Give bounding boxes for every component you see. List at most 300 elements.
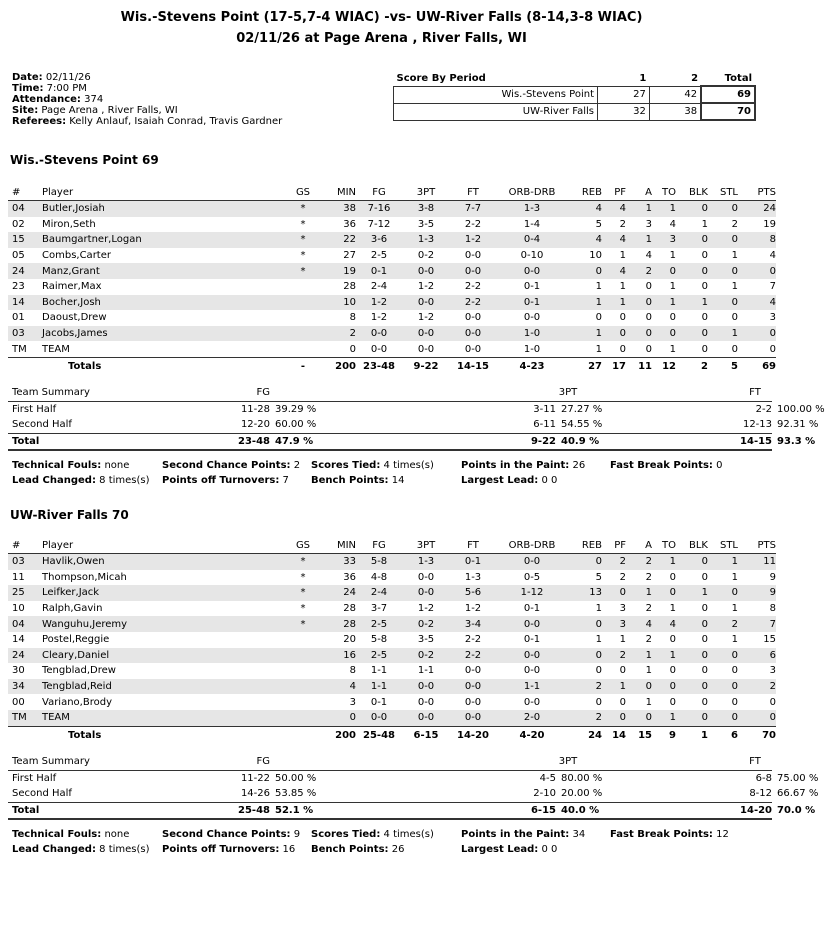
cell-pts: 9 [738, 585, 776, 601]
sbp-period-2: 2 [691, 73, 699, 85]
cell-to: 0 [669, 634, 676, 646]
note-value: 9 [293, 829, 301, 840]
cell-3pt: 0-0 [402, 585, 450, 601]
cell-ft: 1-2 [450, 232, 496, 248]
summary-pct: 47.9 % [270, 433, 362, 450]
note-pip [461, 460, 585, 471]
cell-blk: 0 [701, 665, 708, 677]
cell-to: 3 [652, 232, 676, 248]
cell-a: 2 [645, 571, 652, 583]
cell-to: 1 [652, 201, 676, 217]
cell-pf: 1 [619, 250, 626, 262]
table-row [8, 217, 776, 233]
cell-gs [288, 295, 318, 311]
summary-made-att: 3-11 [533, 403, 556, 415]
cell-orb-drb: 1-0 [496, 326, 568, 342]
sbp-team: UW-River Falls [394, 103, 598, 120]
cell-fg: 7-16 [356, 201, 402, 217]
note-value: 0 [716, 460, 723, 471]
cell-jersey: TM [8, 710, 42, 726]
cell-a: 0 [626, 295, 652, 311]
cell-a: 0 [626, 679, 652, 695]
cell-reb: 4 [568, 201, 602, 217]
cell-player: TEAM [42, 710, 288, 726]
cell-to: 0 [669, 696, 676, 708]
cell-reb: 2 [568, 679, 602, 695]
summary-pct: 60.00 % [275, 419, 317, 431]
cell-orb-drb: 2-0 [496, 710, 568, 726]
cell-pf: 3 [619, 603, 626, 615]
cell-a: 0 [645, 281, 652, 293]
table-row [8, 616, 776, 632]
total-pts: 69 [738, 357, 776, 375]
total-fg: 25-48 [356, 726, 402, 744]
summary-fg-header: FG [236, 754, 270, 770]
cell-fg: 1-2 [370, 312, 388, 324]
score-by-period [393, 72, 756, 121]
cell-reb: 5 [595, 571, 602, 583]
note-label: Points in the Paint: [461, 829, 570, 840]
cell-3pt: 0-0 [402, 710, 450, 726]
cell-blk: 0 [701, 571, 708, 583]
cell-pts: 7 [738, 616, 776, 632]
cell-blk: 0 [676, 201, 708, 217]
total-player: Totals [42, 357, 288, 375]
cell-pf: 4 [602, 232, 626, 248]
note-value: 26 [572, 460, 586, 471]
cell-ft: 0-0 [464, 312, 482, 324]
cell-jersey: TM [12, 343, 27, 355]
cell-a: 3 [645, 218, 652, 230]
cell-3pt: 1-2 [417, 603, 435, 615]
cell-pts: 19 [763, 218, 776, 230]
cell-fg: 0-0 [356, 710, 402, 726]
cell-a: 0 [626, 326, 652, 342]
summary-pct: 53.85 % [275, 788, 317, 800]
note-fbp [610, 829, 729, 840]
cell-ft: 0-0 [450, 263, 496, 279]
col-header-to: TO [652, 538, 676, 554]
note-tech [12, 460, 129, 471]
total-orb-drb: 4-23 [496, 357, 568, 375]
cell-gs: * [300, 571, 306, 583]
note-label: Second Chance Points: [162, 829, 291, 840]
cell-pts: 0 [738, 326, 776, 342]
sbp-score: 38 [649, 103, 701, 120]
table-row [8, 554, 776, 570]
total-stl: 6 [708, 726, 738, 744]
cell-blk: 0 [676, 326, 708, 342]
cell-blk: 0 [701, 634, 708, 646]
col-header-pf: PF [602, 185, 626, 201]
total-pf: 17 [602, 357, 626, 375]
cell-reb: 1 [568, 326, 602, 342]
cell-jersey: 04 [8, 201, 42, 217]
table-row [8, 632, 776, 648]
cell-min: 8 [349, 665, 356, 677]
info-time: Time: 7:00 PM [12, 83, 87, 94]
cell-orb-drb: 0-0 [523, 665, 541, 677]
cell-pts: 8 [769, 603, 776, 615]
cell-pts: 4 [769, 250, 776, 262]
cell-player: Tengblad,Reid [42, 679, 288, 695]
col-header-to: TO [652, 185, 676, 201]
note-pip [461, 829, 585, 840]
table-header [8, 185, 776, 201]
sbp-team: Wis.-Stevens Point [394, 86, 598, 103]
cell-3pt: 0-2 [402, 648, 450, 664]
cell-3pt: 1-3 [402, 232, 450, 248]
cell-reb: 0 [595, 665, 602, 677]
cell-fg: 2-4 [356, 585, 402, 601]
summary-header [8, 754, 772, 770]
cell-3pt: 1-3 [402, 554, 450, 570]
cell-gs: * [300, 250, 306, 262]
info-referees: Referees: Kelly Anlauf, Isaiah Conrad, Travis Gardner [12, 116, 283, 127]
cell-player: Thompson,Micah [42, 571, 127, 583]
cell-fg: 2-5 [356, 648, 402, 664]
cell-min: 24 [318, 585, 356, 601]
cell-reb: 1 [595, 634, 602, 646]
summary-row: First Half 11-28 39.29 % 3-11 27.27 % 2-2 100.00 % [8, 401, 772, 417]
cell-reb: 1 [595, 603, 602, 615]
table-row [8, 201, 776, 217]
cell-min: 19 [318, 263, 356, 279]
cell-gs [288, 663, 318, 679]
cell-pf: 0 [619, 665, 626, 677]
cell-3pt: 0-0 [417, 696, 435, 708]
cell-fg: 0-1 [370, 696, 388, 708]
cell-ft: 0-0 [464, 250, 482, 262]
cell-player: Havlik,Owen [42, 554, 288, 570]
cell-player: Cleary,Daniel [42, 648, 288, 664]
cell-pf: 0 [602, 326, 626, 342]
sbp-period-1: 1 [639, 73, 647, 85]
cell-pts: 3 [769, 312, 776, 324]
note-tech [12, 829, 129, 840]
cell-min: 2 [318, 326, 356, 342]
cell-stl: 1 [708, 326, 738, 342]
cell-pts: 7 [769, 281, 776, 293]
cell-a: 1 [645, 665, 652, 677]
cell-fg: 5-8 [370, 634, 388, 646]
cell-3pt: 0-0 [417, 571, 435, 583]
col-header-orb-drb: ORB-DRB [496, 538, 568, 554]
cell-fg: 1-1 [370, 665, 388, 677]
cell-a: 1 [626, 201, 652, 217]
cell-orb-drb: 0-0 [523, 696, 541, 708]
cell-min: 4 [318, 679, 356, 695]
cell-orb-drb: 0-0 [523, 312, 541, 324]
summary-made-att: 12-20 [240, 419, 270, 431]
col-header-a: A [626, 538, 652, 554]
cell-gs: * [288, 616, 318, 632]
col-header-reb: REB [568, 538, 602, 554]
cell-orb-drb: 0-0 [496, 554, 568, 570]
cell-a: 2 [645, 603, 652, 615]
cell-gs [288, 326, 318, 342]
col-header-ft: FT [450, 185, 496, 201]
summary-made-att: 14-20 [738, 802, 772, 819]
cell-3pt: 0-0 [402, 679, 450, 695]
cell-ft: 1-3 [464, 571, 482, 583]
cell-blk: 1 [701, 218, 708, 230]
total-a: 15 [626, 726, 652, 744]
cell-player: Raimer,Max [42, 281, 102, 293]
cell-min: 3 [349, 696, 356, 708]
note-bench [311, 844, 404, 855]
cell-jersey: 00 [12, 696, 25, 708]
summary-made-att: 12-13 [742, 419, 773, 431]
cell-pts: 8 [738, 232, 776, 248]
note-label: Lead Changed: [12, 844, 96, 855]
col-header-stl: STL [708, 185, 738, 201]
cell-fg: 3-7 [370, 603, 388, 615]
cell-stl: 0 [731, 665, 738, 677]
note-label: Fast Break Points: [610, 829, 713, 840]
table-row [8, 663, 776, 679]
col-header-reb: REB [568, 185, 602, 201]
total-ft: 14-20 [450, 726, 496, 744]
cell-ft: 0-0 [464, 696, 482, 708]
cell-gs: * [288, 201, 318, 217]
cell-gs [288, 679, 318, 695]
cell-gs [288, 341, 318, 357]
cell-gs: * [288, 554, 318, 570]
total-min: 200 [318, 357, 356, 375]
total-3pt: 9-22 [402, 357, 450, 375]
cell-to: 1 [669, 603, 676, 615]
note-label: Lead Changed: [12, 475, 96, 486]
cell-ft: 0-0 [450, 679, 496, 695]
cell-ft: 3-4 [450, 616, 496, 632]
note-label: Technical Fouls: [12, 829, 102, 840]
sbp-score-total: 69 [701, 86, 755, 103]
cell-blk: 0 [676, 263, 708, 279]
info-attendance: Attendance: 374 [12, 94, 104, 105]
cell-gs [288, 279, 318, 295]
table-row [8, 248, 776, 264]
total-jersey [8, 357, 42, 375]
game-title: Wis.-Stevens Point (17-5,7-4 WIAC) -vs- UW-River Falls (8-14,3-8 WIAC) [120, 10, 643, 25]
cell-pf: 0 [602, 585, 626, 601]
cell-blk: 0 [701, 696, 708, 708]
cell-fg: 0-0 [370, 343, 388, 355]
note-value: 4 times(s) [383, 460, 434, 471]
summary-made-att: 11-22 [240, 772, 270, 784]
table-header [8, 538, 776, 554]
cell-gs [288, 648, 318, 664]
cell-reb: 0 [568, 554, 602, 570]
total-a: 11 [626, 357, 652, 375]
note-bench [311, 475, 404, 486]
cell-stl: 0 [708, 679, 738, 695]
cell-player: Butler,Josiah [42, 201, 288, 217]
cell-player: Miron,Seth [42, 218, 96, 230]
note-scp [162, 829, 300, 840]
summary-made-att: 25-48 [236, 802, 270, 819]
cell-jersey: 14 [8, 295, 42, 311]
cell-3pt: 0-0 [402, 295, 450, 311]
note-label: Points off Turnovers: [162, 475, 280, 486]
cell-min: 36 [343, 218, 356, 230]
note-lead [12, 475, 150, 486]
summary-pct: 40.9 % [556, 433, 614, 450]
cell-orb-drb: 0-1 [523, 281, 541, 293]
cell-to: 1 [669, 281, 676, 293]
cell-pts: 3 [769, 665, 776, 677]
summary-pct: 39.29 % [275, 403, 317, 415]
cell-to: 1 [652, 648, 676, 664]
cell-min: 8 [349, 312, 356, 324]
col-header-player: Player [42, 538, 288, 554]
cell-jersey: 24 [8, 648, 42, 664]
cell-pf: 0 [619, 343, 626, 355]
cell-a: 2 [645, 634, 652, 646]
cell-min: 38 [318, 201, 356, 217]
cell-reb: 4 [568, 232, 602, 248]
cell-blk: 0 [701, 312, 708, 324]
cell-orb-drb: 0-5 [523, 571, 541, 583]
cell-jersey: 25 [8, 585, 42, 601]
summary-row-label: First Half [12, 772, 57, 784]
summary-ft-header: FT [738, 754, 772, 770]
cell-fg: 5-8 [356, 554, 402, 570]
col-header-pf: PF [602, 538, 626, 554]
note-value: 8 times(s) [99, 844, 150, 855]
cell-orb-drb: 0-1 [496, 295, 568, 311]
cell-pts: 9 [769, 571, 776, 583]
sbp-score: 27 [598, 86, 650, 103]
cell-min: 20 [343, 634, 356, 646]
summary-made-att: 6-15 [522, 802, 556, 819]
cell-3pt: 3-8 [402, 201, 450, 217]
cell-jersey: 14 [12, 634, 25, 646]
summary-row-label: Second Half [12, 788, 72, 800]
col-header-fg: FG [356, 185, 402, 201]
col-header-orb-drb: ORB-DRB [496, 185, 568, 201]
summary-made-att: 8-12 [749, 788, 773, 800]
cell-orb-drb: 0-10 [520, 250, 544, 262]
cell-min: 0 [318, 710, 356, 726]
totals-row [8, 357, 776, 375]
summary-made-att: 14-26 [240, 788, 270, 800]
cell-stl: 1 [731, 250, 738, 262]
cell-player: Postel,Reggie [42, 634, 110, 646]
summary-label: Team Summary [8, 754, 236, 770]
total-stl: 5 [708, 357, 738, 375]
summary-header [8, 385, 772, 401]
col-header-blk: BLK [676, 185, 708, 201]
cell-fg: 4-8 [370, 571, 388, 583]
cell-3pt: 3-5 [417, 634, 435, 646]
note-value: 12 [716, 829, 729, 840]
cell-min: 28 [343, 281, 356, 293]
cell-orb-drb: 0-0 [496, 616, 568, 632]
box-score-table [8, 185, 776, 375]
note-value: 26 [391, 844, 405, 855]
cell-a: 4 [626, 616, 652, 632]
col-header-min: MIN [318, 538, 356, 554]
cell-3pt: 3-5 [417, 218, 435, 230]
note-value: none [104, 829, 130, 840]
cell-pts: 6 [738, 648, 776, 664]
cell-orb-drb: 0-0 [496, 263, 568, 279]
total-reb: 27 [568, 357, 602, 375]
total-blk: 2 [676, 357, 708, 375]
note-value: 4 times(s) [383, 829, 434, 840]
cell-min: 28 [318, 616, 356, 632]
cell-blk: 0 [676, 554, 708, 570]
cell-jersey: 03 [8, 554, 42, 570]
total-pf: 14 [602, 726, 626, 744]
cell-player: Ralph,Gavin [42, 603, 103, 615]
cell-fg: 2-4 [370, 281, 388, 293]
cell-player: Wanguhu,Jeremy [42, 616, 288, 632]
summary-pct: 40.0 % [556, 802, 614, 819]
cell-player: Bocher,Josh [42, 295, 288, 311]
note-label: Points in the Paint: [461, 460, 570, 471]
summary-row-label: First Half [12, 403, 57, 415]
info-date: Date: 02/11/26 [12, 72, 91, 83]
cell-player: Leifker,Jack [42, 585, 288, 601]
cell-player: Daoust,Drew [42, 312, 107, 324]
total-ft: 14-15 [450, 357, 496, 375]
cell-player: Tengblad,Drew [42, 665, 116, 677]
cell-to: 4 [652, 616, 676, 632]
cell-reb: 0 [595, 696, 602, 708]
summary-row-label: Total [8, 433, 236, 450]
cell-player: Manz,Grant [42, 263, 288, 279]
col-header-pts: PTS [738, 185, 776, 201]
cell-ft: 0-1 [450, 554, 496, 570]
cell-orb-drb: 1-1 [496, 679, 568, 695]
total-jersey [8, 726, 42, 744]
cell-a: 0 [626, 710, 652, 726]
cell-blk: 0 [701, 343, 708, 355]
sbp-score: 32 [598, 103, 650, 120]
note-label: Second Chance Points: [162, 460, 291, 471]
table-row [8, 295, 776, 311]
cell-3pt: 1-2 [417, 312, 435, 324]
cell-a: 0 [645, 343, 652, 355]
cell-ft: 2-2 [464, 281, 482, 293]
summary-made-att: 4-5 [539, 772, 556, 784]
note-label: Technical Fouls: [12, 460, 102, 471]
summary-made-att: 6-8 [755, 772, 773, 784]
cell-pts: 0 [769, 343, 776, 355]
cell-blk: 0 [676, 232, 708, 248]
cell-orb-drb: 0-0 [496, 648, 568, 664]
cell-gs: * [288, 232, 318, 248]
cell-3pt: 1-2 [417, 281, 435, 293]
table-row [8, 310, 776, 326]
cell-gs [288, 632, 318, 648]
table-row [8, 326, 776, 342]
cell-stl: 1 [731, 281, 738, 293]
cell-stl: 0 [708, 585, 738, 601]
note-label: Points off Turnovers: [162, 844, 280, 855]
summary-pct: 54.55 % [561, 419, 603, 431]
note-label: Bench Points: [311, 844, 389, 855]
cell-a: 1 [626, 648, 652, 664]
total-gs [288, 726, 318, 744]
cell-pts: 11 [738, 554, 776, 570]
sbp-total: Total [724, 73, 752, 84]
cell-3pt: 0-0 [402, 326, 450, 342]
cell-reb: 1 [568, 295, 602, 311]
cell-blk: 0 [701, 603, 708, 615]
